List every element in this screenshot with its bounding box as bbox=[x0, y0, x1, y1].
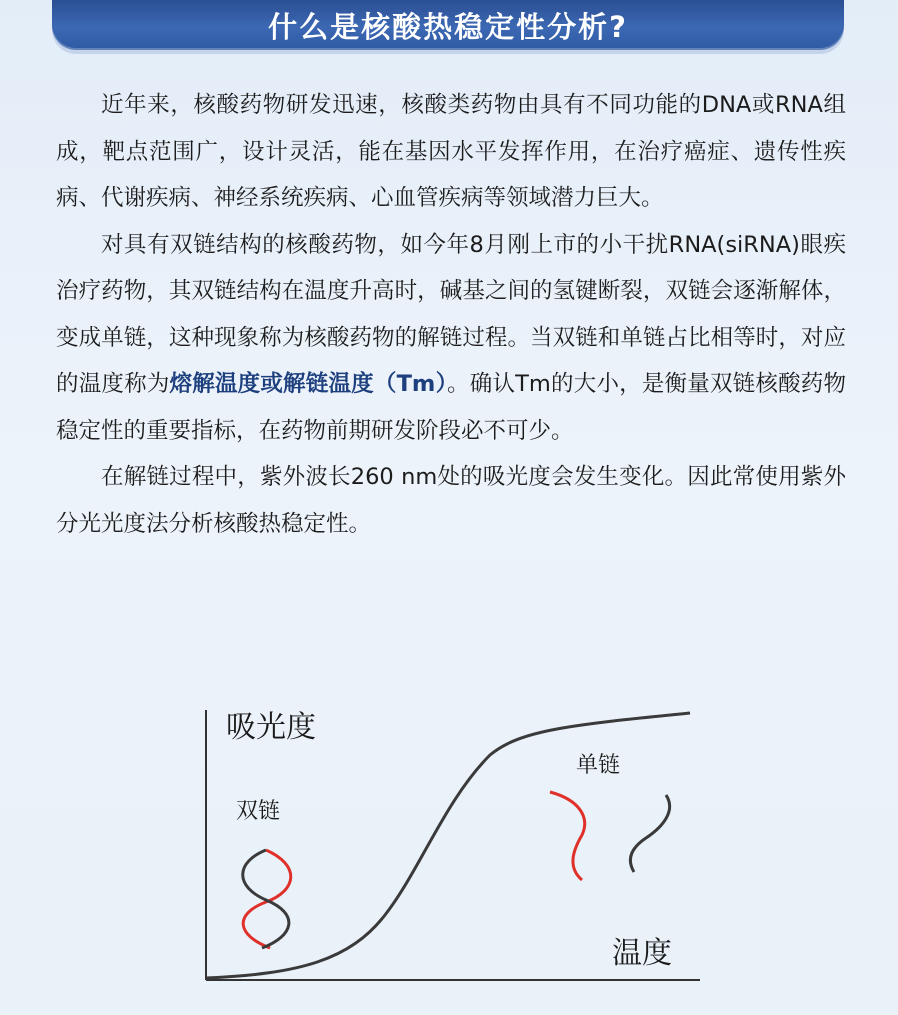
melting-curve-diagram bbox=[190, 690, 710, 990]
single-strand-icon bbox=[550, 792, 670, 880]
paragraph-tm-text-1: 对具有双链结构的核酸药物，如今年8月刚上市的小干扰RNA(siRNA)眼疾治疗药物，其双链结构在温度升高时，碱基之间的氢键断裂，双链会逐渐解体，变成单链，这种现象称为核酸药物的解链过程。当双链和单链占比相等时，对应的温度称为 bbox=[56, 231, 846, 397]
double-strand-label: 双链 bbox=[236, 799, 281, 824]
y-axis-label: 吸光度 bbox=[226, 710, 316, 745]
paragraph-tm bbox=[56, 222, 846, 455]
article-body bbox=[56, 82, 846, 547]
single-strand-label: 单链 bbox=[576, 753, 621, 778]
paragraph-intro: 近年来，核酸药物研发迅速，核酸类药物由具有不同功能的DNA或RNA组成，靶点范围广，设计灵活，能在基因水平发挥作用，在治疗癌症、遗传性疾病、代谢疾病、神经系统疾病、心血管疾病等领域潜力巨大。 bbox=[56, 92, 846, 211]
title-banner bbox=[52, 0, 844, 50]
x-axis-label: 温度 bbox=[612, 936, 672, 971]
paragraph-uv: 在解链过程中，紫外波长260 nm处的吸光度会发生变化。因此常使用紫外分光光度法分析核酸热稳定性。 bbox=[56, 464, 846, 537]
tm-highlight: 熔解温度或解链温度（Tm） bbox=[169, 371, 448, 397]
double-strand-helix-icon bbox=[243, 850, 291, 948]
paragraph-tm-text-2: 。确认Tm的大小，是衡量双链核酸药物稳定性的重要指标，在药物前期研发阶段必不可少。 bbox=[56, 371, 846, 444]
page-title: 什么是核酸热稳定性分析? bbox=[268, 9, 628, 44]
